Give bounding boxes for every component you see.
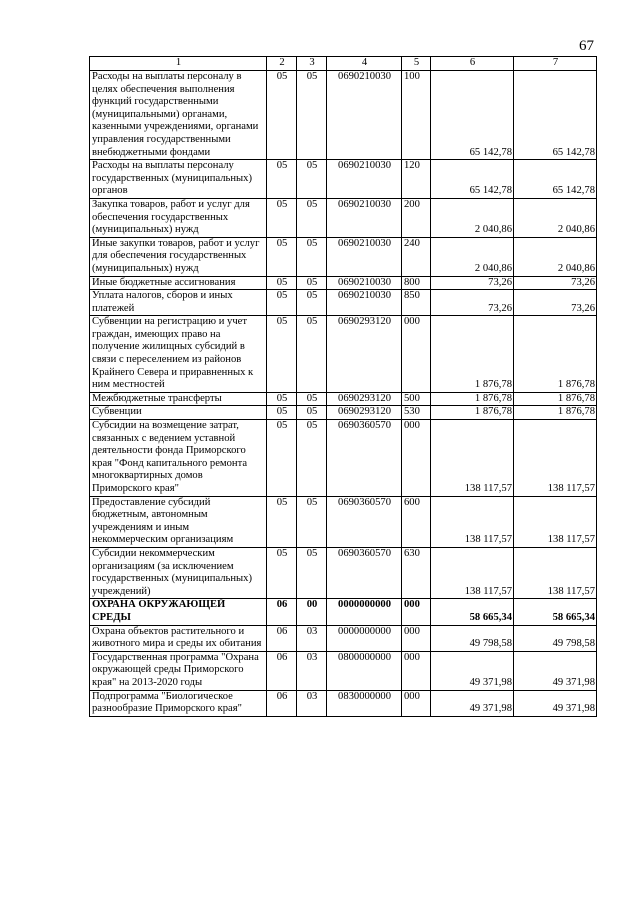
- row-name-cell: Подпрограмма "Биологическое разнообразие Приморского края": [90, 690, 267, 716]
- target-article-cell: 0690360570: [327, 547, 402, 598]
- section-code-cell: 05: [267, 160, 297, 199]
- target-article-cell: 0690210030: [327, 237, 402, 276]
- table-row: [90, 690, 597, 716]
- amount-cell: 1 876,78: [431, 406, 514, 420]
- header-cell: 5: [402, 57, 431, 71]
- table-row: [90, 198, 597, 237]
- header-cell: 1: [90, 57, 267, 71]
- row-name-cell: Иные закупки товаров, работ и услуг для обеспечения государственных (муниципальных) нужд: [90, 237, 267, 276]
- amount-cell: 2 040,86: [514, 198, 597, 237]
- page-number: 67: [579, 38, 594, 54]
- table-row: [90, 496, 597, 547]
- subsection-code-cell: 05: [297, 237, 327, 276]
- table-row: [90, 392, 597, 406]
- amount-cell: 73,26: [514, 290, 597, 316]
- header-cell: 2: [267, 57, 297, 71]
- expense-type-cell: 500: [402, 392, 431, 406]
- target-article-cell: 0690210030: [327, 198, 402, 237]
- amount-cell: 49 371,98: [514, 651, 597, 690]
- subsection-code-cell: 05: [297, 547, 327, 598]
- amount-cell: 49 798,58: [514, 625, 597, 651]
- subsection-code-cell: 05: [297, 160, 327, 199]
- subsection-code-cell: 03: [297, 625, 327, 651]
- section-code-cell: 05: [267, 392, 297, 406]
- amount-cell: 65 142,78: [431, 71, 514, 160]
- section-code-cell: 06: [267, 599, 297, 625]
- section-code-cell: 05: [267, 406, 297, 420]
- row-name-cell: Расходы на выплаты персоналу в целях обеспечения выполнения функций государственными (муниципальными) органами, казенными учреждениями, органами управления государственными внебюджетными фондами: [90, 71, 267, 160]
- expense-type-cell: 000: [402, 316, 431, 393]
- section-code-cell: 05: [267, 198, 297, 237]
- amount-cell: 49 798,58: [431, 625, 514, 651]
- table-row: [90, 599, 597, 625]
- subsection-code-cell: 05: [297, 198, 327, 237]
- target-article-cell: 0000000000: [327, 625, 402, 651]
- amount-cell: 138 117,57: [431, 420, 514, 497]
- amount-cell: 2 040,86: [431, 198, 514, 237]
- row-name-cell: Субсидии на возмещение затрат, связанных с ведением уставной деятельности фонда Приморского края "Фонд капитального ремонта многоквартирных домов Приморского края": [90, 420, 267, 497]
- section-code-cell: 06: [267, 625, 297, 651]
- subsection-code-cell: 05: [297, 496, 327, 547]
- header-cell: 6: [431, 57, 514, 71]
- row-name-cell: Государственная программа "Охрана окружающей среды Приморского края" на 2013-2020 годы: [90, 651, 267, 690]
- section-code-cell: 05: [267, 237, 297, 276]
- row-name-cell: ОХРАНА ОКРУЖАЮЩЕЙ СРЕДЫ: [90, 599, 267, 625]
- amount-cell: 65 142,78: [514, 71, 597, 160]
- section-code-cell: 05: [267, 290, 297, 316]
- subsection-code-cell: 05: [297, 71, 327, 160]
- subsection-code-cell: 05: [297, 392, 327, 406]
- row-name-cell: Субвенции: [90, 406, 267, 420]
- header-row: [90, 57, 597, 71]
- amount-cell: 49 371,98: [431, 651, 514, 690]
- amount-cell: 73,26: [514, 276, 597, 290]
- target-article-cell: 0000000000: [327, 599, 402, 625]
- row-name-cell: Иные бюджетные ассигнования: [90, 276, 267, 290]
- row-name-cell: Предоставление субсидий бюджетным, автономным учреждениям и иным некоммерческим организациям: [90, 496, 267, 547]
- subsection-code-cell: 00: [297, 599, 327, 625]
- amount-cell: 58 665,34: [431, 599, 514, 625]
- expense-type-cell: 000: [402, 420, 431, 497]
- table-row: [90, 547, 597, 598]
- amount-cell: 1 876,78: [431, 392, 514, 406]
- budget-table: [89, 56, 597, 717]
- section-code-cell: 06: [267, 690, 297, 716]
- row-name-cell: Расходы на выплаты персоналу государственных (муниципальных) органов: [90, 160, 267, 199]
- row-name-cell: Межбюджетные трансферты: [90, 392, 267, 406]
- header-cell: 7: [514, 57, 597, 71]
- table-row: [90, 316, 597, 393]
- header-cell: 3: [297, 57, 327, 71]
- amount-cell: 1 876,78: [431, 316, 514, 393]
- expense-type-cell: 630: [402, 547, 431, 598]
- section-code-cell: 05: [267, 496, 297, 547]
- amount-cell: 2 040,86: [514, 237, 597, 276]
- amount-cell: 49 371,98: [431, 690, 514, 716]
- amount-cell: 138 117,57: [514, 496, 597, 547]
- table-row: [90, 290, 597, 316]
- section-code-cell: 05: [267, 420, 297, 497]
- target-article-cell: 0690293120: [327, 316, 402, 393]
- section-code-cell: 05: [267, 316, 297, 393]
- table-row: [90, 71, 597, 160]
- subsection-code-cell: 05: [297, 420, 327, 497]
- target-article-cell: 0690210030: [327, 71, 402, 160]
- subsection-code-cell: 03: [297, 651, 327, 690]
- table-row: [90, 625, 597, 651]
- subsection-code-cell: 03: [297, 690, 327, 716]
- section-code-cell: 05: [267, 71, 297, 160]
- expense-type-cell: 000: [402, 651, 431, 690]
- amount-cell: 138 117,57: [514, 420, 597, 497]
- target-article-cell: 0690360570: [327, 420, 402, 497]
- target-article-cell: 0830000000: [327, 690, 402, 716]
- expense-type-cell: 530: [402, 406, 431, 420]
- target-article-cell: 0690210030: [327, 160, 402, 199]
- expense-type-cell: 800: [402, 276, 431, 290]
- expense-type-cell: 000: [402, 690, 431, 716]
- table-row: [90, 237, 597, 276]
- table-row: [90, 651, 597, 690]
- section-code-cell: 05: [267, 547, 297, 598]
- amount-cell: 58 665,34: [514, 599, 597, 625]
- expense-type-cell: 100: [402, 71, 431, 160]
- row-name-cell: Охрана объектов растительного и животного мира и среды их обитания: [90, 625, 267, 651]
- expense-type-cell: 120: [402, 160, 431, 199]
- row-name-cell: Уплата налогов, сборов и иных платежей: [90, 290, 267, 316]
- target-article-cell: 0690293120: [327, 392, 402, 406]
- expense-type-cell: 850: [402, 290, 431, 316]
- amount-cell: 138 117,57: [514, 547, 597, 598]
- amount-cell: 138 117,57: [431, 547, 514, 598]
- table-row: [90, 406, 597, 420]
- amount-cell: 138 117,57: [431, 496, 514, 547]
- amount-cell: 73,26: [431, 290, 514, 316]
- amount-cell: 65 142,78: [431, 160, 514, 199]
- expense-type-cell: 600: [402, 496, 431, 547]
- target-article-cell: 0800000000: [327, 651, 402, 690]
- section-code-cell: 05: [267, 276, 297, 290]
- subsection-code-cell: 05: [297, 406, 327, 420]
- target-article-cell: 0690293120: [327, 406, 402, 420]
- amount-cell: 1 876,78: [514, 392, 597, 406]
- amount-cell: 49 371,98: [514, 690, 597, 716]
- table-row: [90, 276, 597, 290]
- subsection-code-cell: 05: [297, 290, 327, 316]
- row-name-cell: Субсидии некоммерческим организациям (за исключением государственных (муниципальных) учреждений): [90, 547, 267, 598]
- section-code-cell: 06: [267, 651, 297, 690]
- subsection-code-cell: 05: [297, 276, 327, 290]
- amount-cell: 1 876,78: [514, 316, 597, 393]
- row-name-cell: Закупка товаров, работ и услуг для обеспечения государственных (муниципальных) нужд: [90, 198, 267, 237]
- amount-cell: 2 040,86: [431, 237, 514, 276]
- row-name-cell: Субвенции на регистрацию и учет граждан, имеющих право на получение жилищных субсидий в связи с переселением из районов Крайнего Севера и приравненных к ним местностей: [90, 316, 267, 393]
- table-row: [90, 420, 597, 497]
- subsection-code-cell: 05: [297, 316, 327, 393]
- amount-cell: 1 876,78: [514, 406, 597, 420]
- target-article-cell: 0690210030: [327, 276, 402, 290]
- amount-cell: 73,26: [431, 276, 514, 290]
- expense-type-cell: 200: [402, 198, 431, 237]
- expense-type-cell: 240: [402, 237, 431, 276]
- target-article-cell: 0690360570: [327, 496, 402, 547]
- expense-type-cell: 000: [402, 599, 431, 625]
- header-cell: 4: [327, 57, 402, 71]
- amount-cell: 65 142,78: [514, 160, 597, 199]
- target-article-cell: 0690210030: [327, 290, 402, 316]
- expense-type-cell: 000: [402, 625, 431, 651]
- table-row: [90, 160, 597, 199]
